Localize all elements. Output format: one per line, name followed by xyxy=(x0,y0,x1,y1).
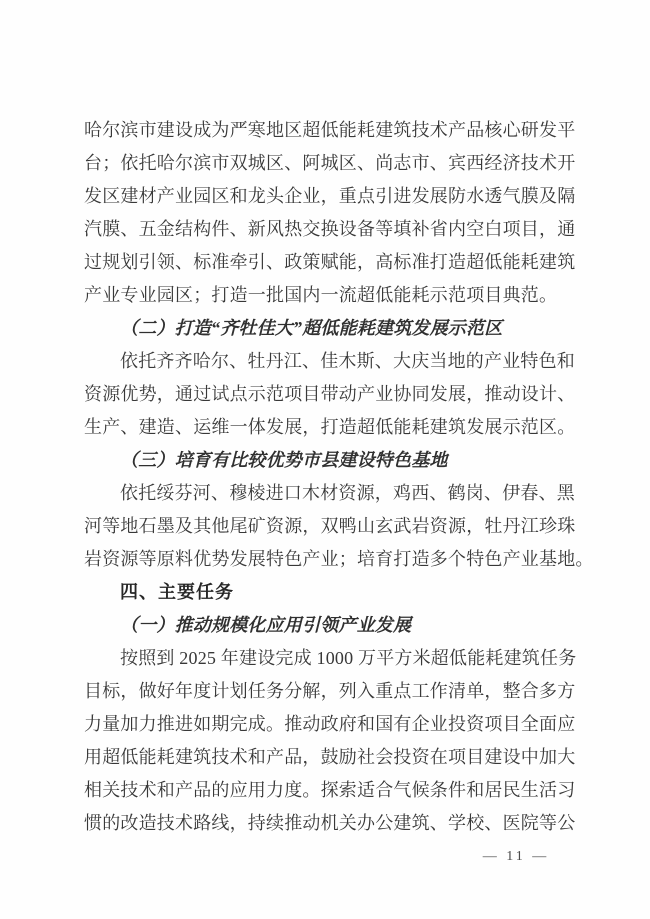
text-line: 相关技术和产品的应用力度。探索适合气候条件和居民生活习 xyxy=(84,780,576,800)
text-line: 发区建材产业园区和龙头企业，重点引进发展防水透气膜及隔 xyxy=(84,186,576,206)
text-line: 哈尔滨市建设成为严寒地区超低能耗建筑技术产品核心研发平 xyxy=(84,120,576,140)
text-line: 岩资源等原料优势发展特色产业；培育打造多个特色产业基地。 xyxy=(84,549,594,569)
text-line: 目标，做好年度计划任务分解，列入重点工作清单，整合多方 xyxy=(84,681,576,701)
text-line: 生产、建造、运维一体发展，打造超低能耗建筑发展示范区。 xyxy=(84,417,576,437)
text-line: 按照到 2025 年建设完成 1000 万平方米超低能耗建筑任务 xyxy=(120,648,577,668)
document-text-block xyxy=(84,114,594,840)
text-line: 河等地石墨及其他尾矿资源，双鸭山玄武岩资源，牡丹江珍珠 xyxy=(84,516,576,536)
text-line: 台；依托哈尔滨市双城区、阿城区、尚志市、宾西经济技术开 xyxy=(84,153,576,173)
heading-line: 四、主要任务 xyxy=(120,582,234,602)
heading-line: （一）推动规模化应用引领产业发展 xyxy=(120,615,412,635)
text-line: 用超低能耗建筑技术和产品，鼓励社会投资在项目建设中加大 xyxy=(84,747,576,767)
text-line: 依托齐齐哈尔、牡丹江、佳木斯、大庆当地的产业特色和 xyxy=(120,351,575,371)
heading-line: （二）打造“齐牡佳大”超低能耗建筑发展示范区 xyxy=(120,318,503,338)
page-number: — 11 — xyxy=(482,849,550,864)
text-line: 资源优势，通过试点示范项目带动产业协同发展，推动设计、 xyxy=(84,384,576,404)
text-line: 力量加力推进如期完成。推动政府和国有企业投资项目全面应 xyxy=(84,714,576,734)
text-line: 过规划引领、标准牵引、政策赋能，高标准打造超低能耗建筑 xyxy=(84,252,576,272)
text-line: 依托绥芬河、穆棱进口木材资源，鸡西、鹤岗、伊春、黑 xyxy=(120,483,575,503)
heading-line: （三）培育有比较优势市县建设特色基地 xyxy=(120,450,448,470)
text-line: 产业专业园区；打造一批国内一流超低能耗示范项目典范。 xyxy=(84,285,558,305)
text-line: 汽膜、五金结构件、新风热交换设备等填补省内空白项目，通 xyxy=(84,219,576,239)
text-line: 惯的改造技术路线，持续推动机关办公建筑、学校、医院等公 xyxy=(84,813,576,833)
